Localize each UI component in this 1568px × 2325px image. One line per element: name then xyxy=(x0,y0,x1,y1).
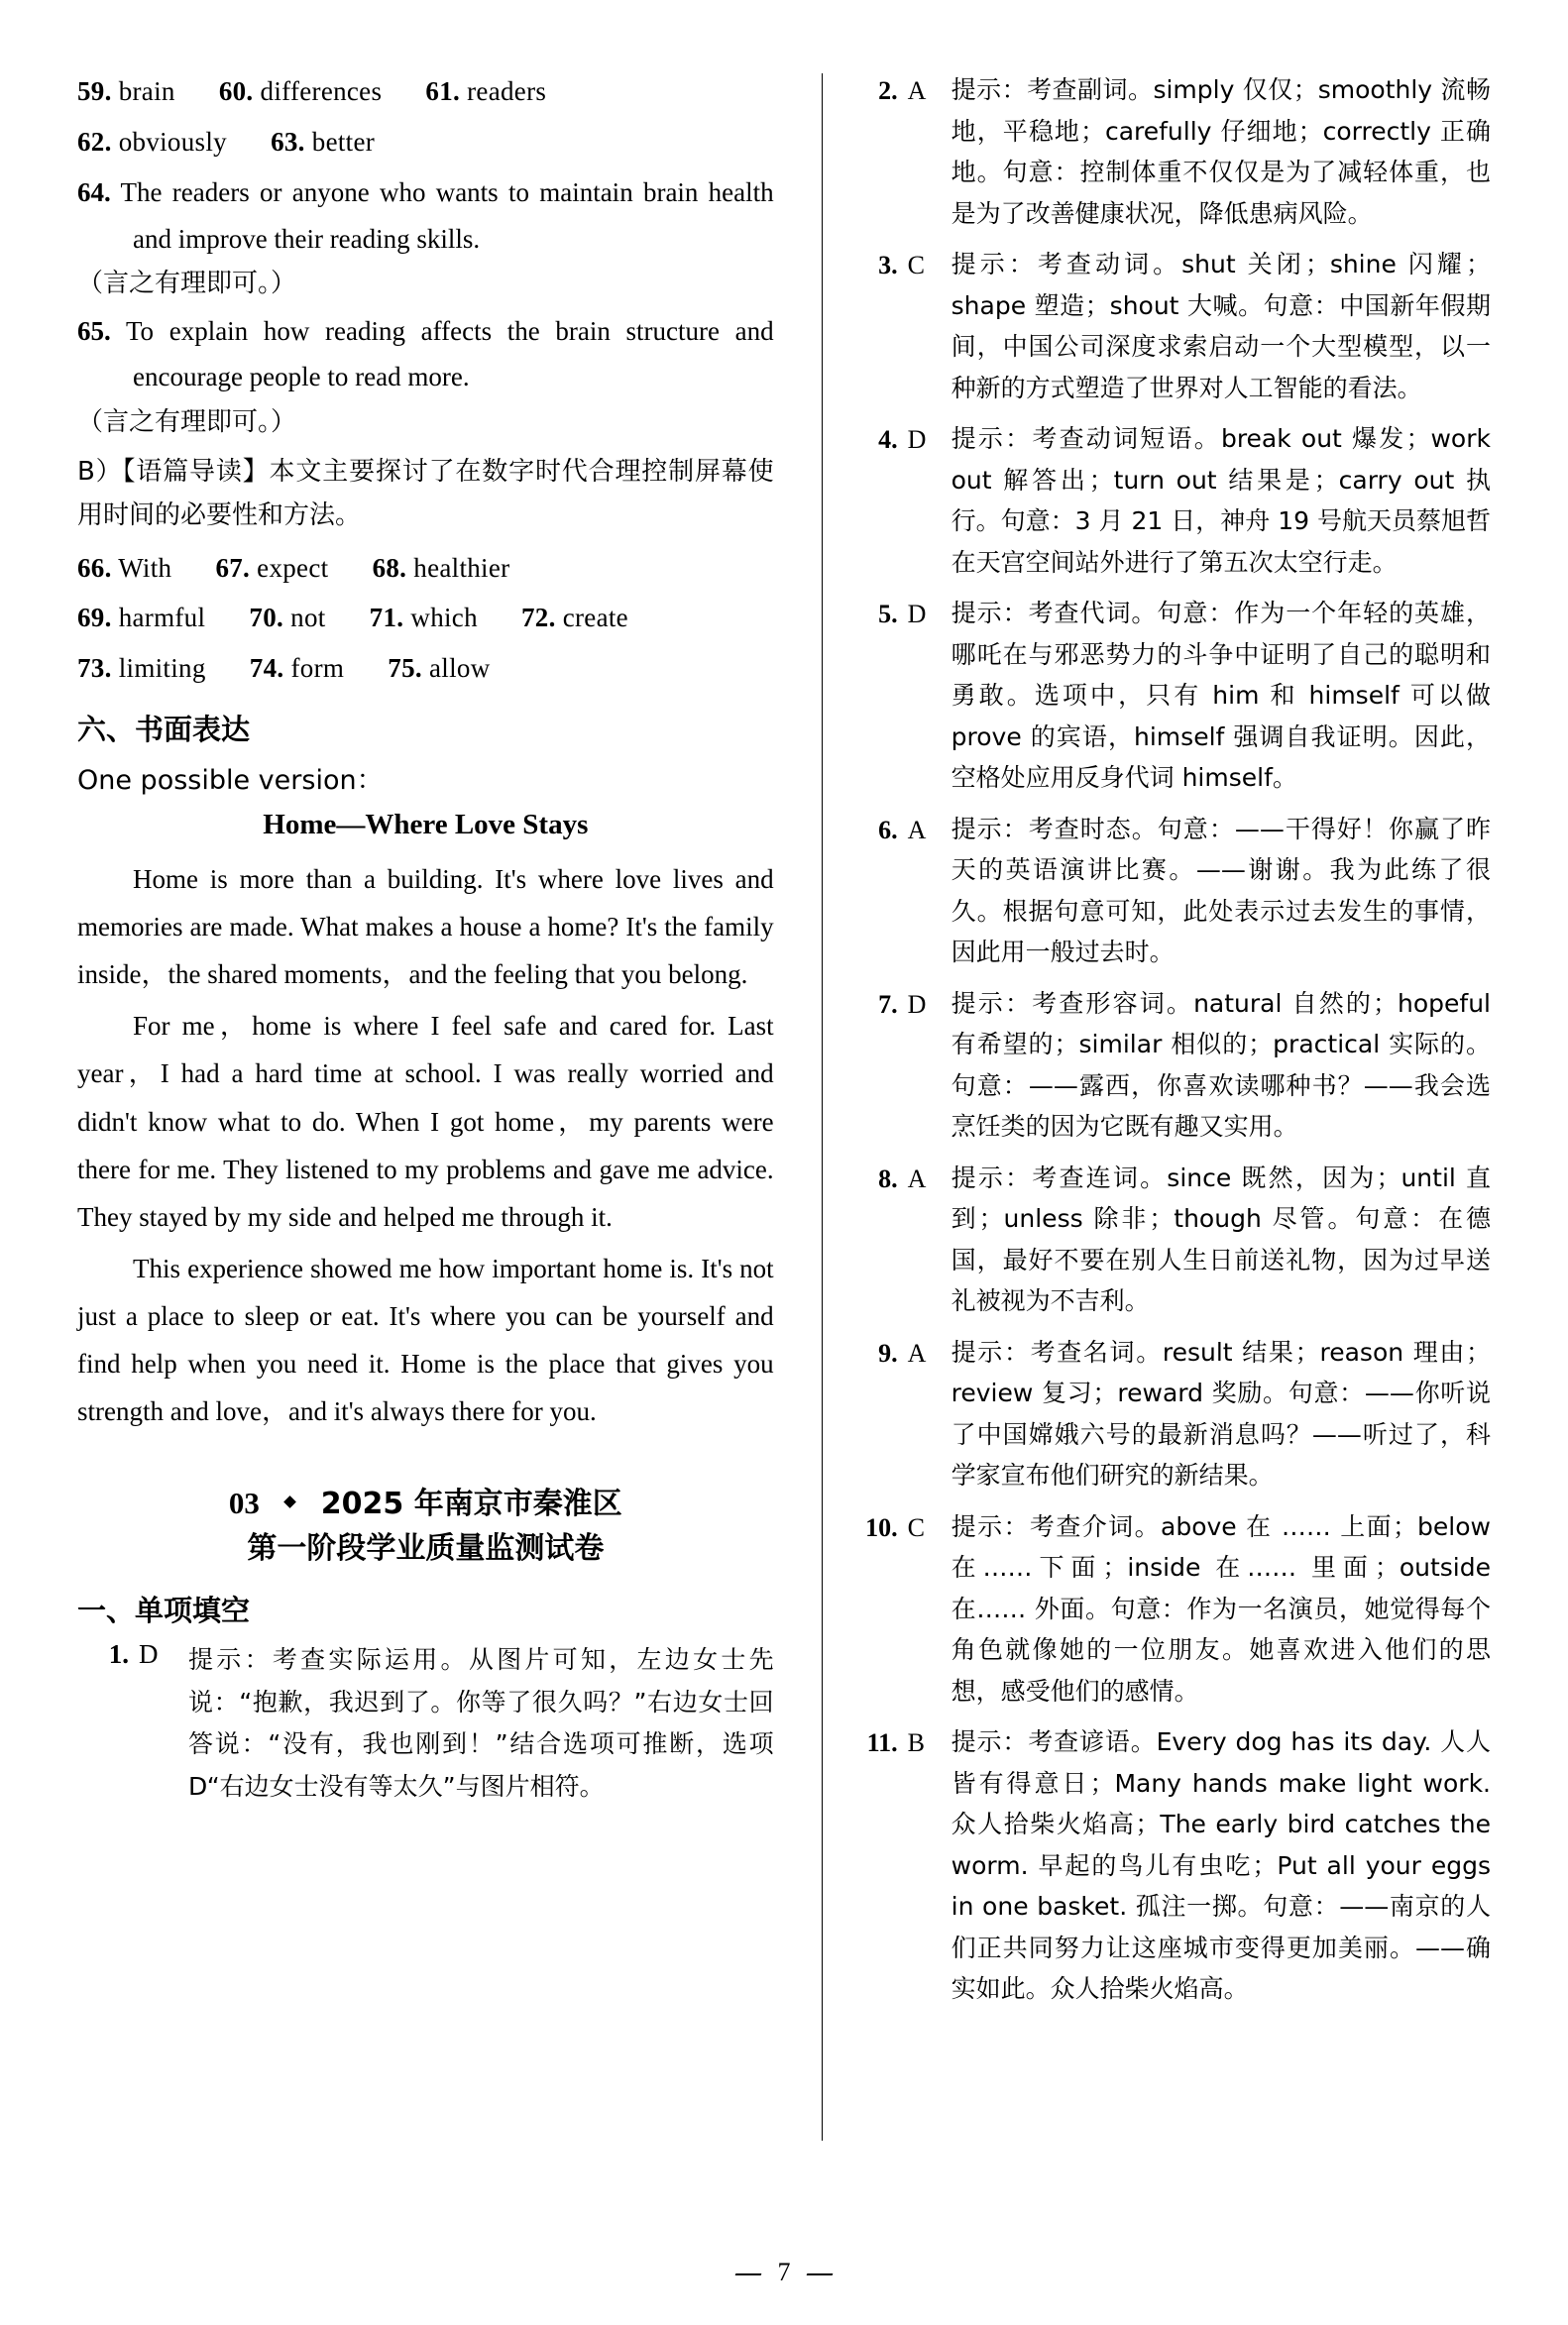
answer-number: 64. xyxy=(77,177,111,208)
page-number: 7 xyxy=(777,2258,791,2286)
essay-title: Home—Where Love Stays xyxy=(263,809,589,841)
answer-number: 62. xyxy=(77,126,112,157)
answer-number: 68. xyxy=(372,552,407,583)
explanation-item xyxy=(846,244,1491,408)
writing-lead-in: One possible version： xyxy=(77,765,384,797)
item-number: 7. xyxy=(878,989,898,1019)
explanation-item xyxy=(846,1506,1491,1713)
item-answer-choice: B xyxy=(907,1728,925,1757)
two-column-layout xyxy=(77,69,1491,2200)
explanation-item xyxy=(846,1721,1491,2010)
answer-number: 67. xyxy=(215,552,251,583)
answer-number: 61. xyxy=(425,76,461,106)
paper-title-line-1: 2025 年南京市秦淮区 xyxy=(320,1486,622,1521)
column-divider xyxy=(822,73,823,2141)
item-explanation: 提示：考查介词。above 在 …… 上面；below 在……下面；inside 在…… 里面；outside 在…… 外面。句意：作为一名演员，她觉得每个角色就像她的一位朋友。她喜欢进入他们的思想，感受他们的感情。 xyxy=(951,1511,1491,1706)
explanation-item xyxy=(846,983,1491,1148)
answer-text: The readers or anyone who wants to maintain brain health and improve their reading skills. xyxy=(120,177,774,254)
item-number: 4. xyxy=(878,425,898,454)
answer-word: healthier xyxy=(413,552,510,583)
writing-section-heading: 六、书面表达 xyxy=(77,713,251,747)
item-explanation: 提示：考查实际运用。从图片可知，左边女士先说：“抱歉，我迟到了。你等了很久吗？”右边女士回答说：“没有，我也刚到！”结合选项可推断，选项 D“右边女士没有等太久”与图片相符。 xyxy=(188,1645,774,1801)
answer-65 xyxy=(77,308,774,445)
item-number: 1. xyxy=(108,1639,129,1670)
explanation-item xyxy=(846,69,1491,234)
answer-note: （言之有理即可。） xyxy=(77,268,297,298)
item-answer-choice: A xyxy=(907,815,927,844)
answer-number: 71. xyxy=(369,603,404,633)
footer-rule-right-icon xyxy=(807,2273,834,2275)
answer-row xyxy=(77,120,774,165)
paper-title-line-2: 第一阶段学业质量监测试卷 xyxy=(247,1531,605,1567)
item-explanation: 提示：考查谚语。Every dog has its day. 人人皆有得意日；Many hands make light work. 众人拾柴火焰高；The early bird catches the worm. 早起的鸟儿有虫吃；Put all your eggs in one basket. 孤注一掷。句意：——南京的人们正共同努力让这座城市变得更加美丽。——确实如此。众人拾柴火焰高。 xyxy=(951,1727,1491,2003)
item-number: 9. xyxy=(878,1338,898,1368)
answer-row xyxy=(77,596,774,640)
explanation-item xyxy=(846,418,1491,583)
answer-64 xyxy=(77,169,774,306)
item-explanation: 提示：考查形容词。natural 自然的；hopeful 有希望的；similar 相似的；practical 实际的。句意：——露西，你喜欢读哪种书？——我会选烹饪类的因为它既有趣又实用。 xyxy=(951,988,1491,1141)
answer-text: To explain how reading affects the brain structure and encourage people to read more. xyxy=(125,315,774,392)
item-answer-choice: C xyxy=(907,1512,925,1542)
answer-word: expect xyxy=(257,552,329,583)
answer-number: 59. xyxy=(77,76,112,106)
item-number: 2. xyxy=(878,76,898,105)
answer-word: obviously xyxy=(118,126,227,157)
item-answer-choice: D xyxy=(907,989,927,1019)
item-number: 3. xyxy=(878,251,898,279)
essay-paragraph: Home is more than a building. It's where love lives and memories are made. What makes a house a home? It's the family inside，the shared moments，and the feeling that you belong. xyxy=(77,864,774,990)
explanation-item xyxy=(846,809,1491,973)
explanation-item xyxy=(846,1332,1491,1496)
right-column xyxy=(840,69,1491,2200)
item-answer-choice: D xyxy=(907,600,927,628)
item-explanation: 提示：考查动词短语。break out 爆发；work out 解答出；turn out 结果是；carry out 执行。句意：3 月 21 日，神舟 19 号航天员蔡旭哲在天宫空间站外进行了第五次太空行走。 xyxy=(951,424,1491,577)
item-explanation: 提示：考查名词。result 结果；reason 理由；review 复习；reward 奖励。句意：——你听说了中国嫦娥六号的最新消息吗？——听过了，科学家宣布他们研究的新结果。 xyxy=(951,1337,1491,1490)
paper-header xyxy=(77,1481,774,1572)
answer-number: 70. xyxy=(249,603,284,633)
answer-word: harmful xyxy=(118,603,206,633)
answer-note: （言之有理即可。） xyxy=(77,406,297,437)
item-number: 6. xyxy=(878,815,898,844)
item-explanation: 提示：考查时态。句意：——干得好！你赢了昨天的英语演讲比赛。——谢谢。我为此练了很久。根据句意可知，此处表示过去发生的事情，因此用一般过去时。 xyxy=(951,814,1491,966)
item-number: 10. xyxy=(865,1512,898,1542)
item-explanation: 提示：考查动词。shut 关闭；shine 闪耀；shape 塑造；shout 大喊。句意：中国新年假期间，中国公司深度求索启动一个大型模型，以一种新的方式塑造了世界对人工智能的看法。 xyxy=(951,250,1491,402)
answer-word: form xyxy=(290,652,345,683)
explanation-item xyxy=(846,593,1491,799)
item-number: 11. xyxy=(866,1728,898,1757)
item-answer-choice: A xyxy=(907,1163,927,1193)
explanation-item xyxy=(846,1158,1491,1322)
answer-number: 74. xyxy=(249,652,284,683)
answer-number: 72. xyxy=(521,603,556,633)
answer-word: better xyxy=(311,126,376,157)
passage-guide-note: B）【语篇导读】本文主要探讨了在数字时代合理控制屏幕使用时间的必要性和方法。 xyxy=(77,457,774,531)
left-column xyxy=(77,69,804,2200)
item-number: 5. xyxy=(878,600,898,628)
answer-word: readers xyxy=(467,76,547,106)
item-answer-choice: C xyxy=(907,251,925,279)
answer-row xyxy=(77,646,774,691)
answer-word: limiting xyxy=(118,652,206,683)
answer-word: With xyxy=(118,552,172,583)
answer-row xyxy=(77,69,774,114)
item-explanation: 提示：考查代词。句意：作为一个年轻的英雄，哪吒在与邪恶势力的斗争中证明了自己的聪明和勇敢。选项中，只有 him 和 himself 可以做 prove 的宾语，himself 强调自我证明。因此，空格处应用反身代词 himself。 xyxy=(951,599,1491,792)
item-explanation: 提示：考查连词。since 既然，因为；until 直到；unless 除非；though 尽管。句意：在德国，最好不要在别人生日前送礼物，因为过早送礼被视为不吉利。 xyxy=(951,1162,1491,1315)
answer-number: 73. xyxy=(77,652,112,683)
answer-number: 65. xyxy=(77,315,111,346)
answer-number: 69. xyxy=(77,603,112,633)
answer-number: 60. xyxy=(218,76,254,106)
answer-number: 66. xyxy=(77,552,112,583)
item-explanation: 提示：考查副词。simply 仅仅；smoothly 流畅地，平稳地；carefully 仔细地；correctly 正确地。句意：控制体重不仅仅是为了减轻体重，也是为了改善健康状况，降低患病风险。 xyxy=(951,75,1491,228)
item-answer-choice: D xyxy=(907,425,927,454)
answer-number: 63. xyxy=(271,126,305,157)
answer-word: which xyxy=(410,603,478,633)
footer-rule-left-icon xyxy=(735,2273,762,2275)
item-answer-choice: A xyxy=(907,76,927,105)
answer-word: brain xyxy=(118,76,175,106)
page-footer xyxy=(0,2258,1568,2287)
item-number: 8. xyxy=(878,1163,898,1193)
essay-paragraph: For me，home is where I feel safe and cared for. Last year，I had a hard time at school. I was really worried and didn't know what to do. When I got home，my parents were there for me. They listened to my problems and gave me advice. They stayed by my side and helped me through it. xyxy=(77,1011,774,1232)
explanation-item xyxy=(77,1639,774,1808)
essay-paragraph: This experience showed me how important home is. It's not just a place to sleep or eat. It's where you can be yourself and find help when you need it. Home is the place that gives you strength and love，and it's always there for you. xyxy=(77,1253,774,1426)
answer-number: 75. xyxy=(388,652,422,683)
item-answer-choice: A xyxy=(907,1338,927,1368)
part-one-heading: 一、单项填空 xyxy=(77,1594,251,1628)
answer-word: not xyxy=(290,603,326,633)
answer-word: allow xyxy=(429,652,491,683)
answer-word: differences xyxy=(260,76,383,106)
diamond-bullet-icon xyxy=(283,1495,296,1508)
answer-word: create xyxy=(562,603,628,633)
item-answer-choice: D xyxy=(139,1639,159,1670)
answer-row xyxy=(77,546,774,591)
paper-code: 03 xyxy=(228,1485,260,1520)
